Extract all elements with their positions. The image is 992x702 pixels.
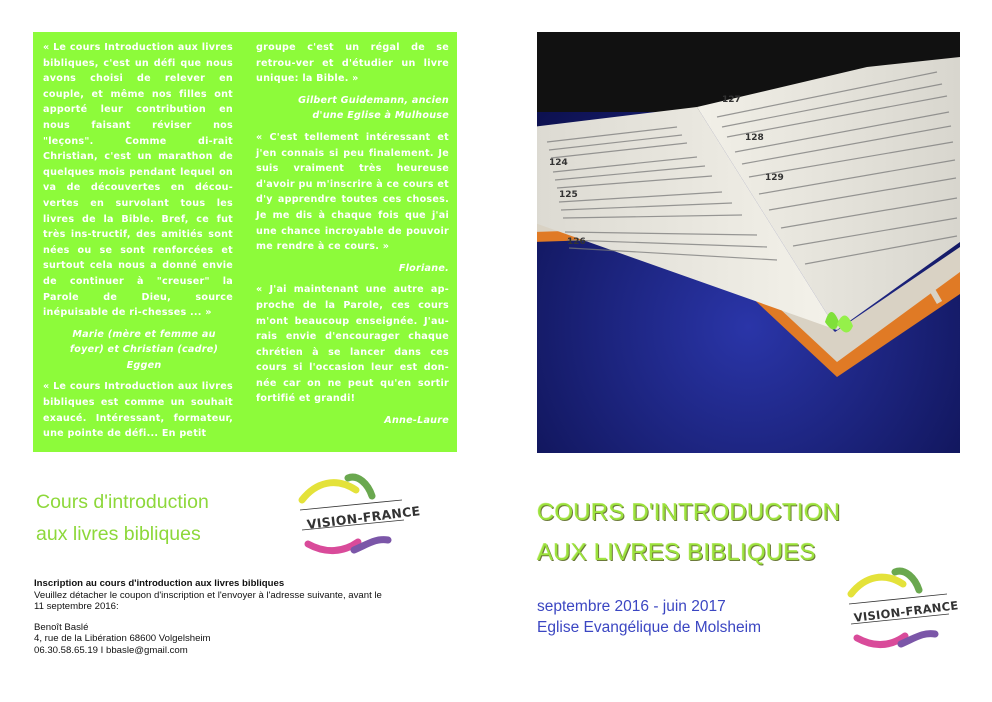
testimonial-signature: Anne-Laure [384, 415, 449, 427]
front-title-line: COURS D'INTRODUCTION [537, 499, 841, 526]
vision-france-logo [296, 472, 422, 564]
logo-text: VISION-FRANCE [853, 598, 960, 625]
inscription-text: 11 septembre 2016: [34, 601, 119, 612]
testimonial-text: « Le cours Introduction aux livres bibliques est comme un souhait exaucé. Intéressant, formateur, une pointe de défi... En petit [43, 381, 233, 440]
page-number: 128 [745, 133, 764, 143]
page-number: 127 [722, 95, 741, 105]
course-dates: septembre 2016 - juin 2017 [537, 598, 726, 615]
testimonials-column-2 [256, 40, 449, 435]
vision-france-logo-front [845, 566, 960, 658]
open-bible-photo [537, 32, 960, 453]
page-number: 124 [549, 158, 568, 168]
testimonial-text: groupe c'est un régal de se retrou-ver et d'étudier un livre unique: la Bible. » [256, 42, 449, 85]
testimonial-text: « Le cours Introduction aux livres bibliques, c'est un défi que nous avons choisi de relever en couple, et même nos filles ont apporté leur contribution en nous faisant réviser nos "leçons". Comme di-rait Christian, c'est un marathon de quelques mois pendant lequel on va de découvertes en décou-vertes en survolant tous les livres de la Bible. Bref, ce fut très ins-tructif, des amitiés sont nées ou se sont renforcées et surtout cela nous a donné envie de continuer à "creuser" la Parole de Dieu, source inépuisable de ri-chesses ... » [43, 42, 233, 319]
back-title [36, 486, 209, 550]
front-title-line: AUX LIVRES BIBLIQUES [537, 539, 816, 566]
back-title-line: Cours d'introduction [36, 491, 209, 513]
testimonials-panel [33, 32, 457, 452]
page-number: 125 [559, 190, 578, 200]
testimonial-signature: Marie (mère et femme au foyer) et Christian (cadre) Eggen [69, 328, 219, 371]
testimonial-signature: Gilbert Guidemann, ancien d'une Eglise à Mulhouse [298, 94, 449, 122]
church-name: Eglise Evangélique de Molsheim [537, 619, 762, 636]
testimonial-text: « J'ai maintenant une autre ap-proche de la Parole, ces cours m'ont beaucoup enseignée. J'au-rais envie d'encourager chaque chrétien à se lancer dans ces cours si l'occasion leur est don-née car on ne peut qu'en sortir fortifié et grandi! [256, 284, 449, 405]
page-number: 126 [567, 237, 586, 247]
testimonials-column-1 [43, 40, 233, 448]
testimonial-text: « C'est tellement intéressant et j'en connais si peu finalement. Je suis vraiment très heureuse d'avoir pu m'inscrire à ce cours et d'y apprendre toutes ces choses. Je me dis à chaque fois que j'ai une chance incroyable de pouvoir me rendre à ce cours. » [256, 131, 449, 253]
logo-text: VISION-FRANCE [306, 503, 422, 532]
contact-name: Benoît Baslé [34, 621, 89, 633]
inscription-title: Inscription au cours d'introduction aux livres bibliques [34, 578, 285, 589]
page-number: 129 [765, 173, 784, 183]
open-bible-illustration [537, 32, 960, 453]
contact-address: 4, rue de la Libération 68600 Volgelsheim [34, 633, 211, 644]
inscription-info [34, 578, 434, 656]
back-title-line: aux livres bibliques [36, 523, 201, 545]
front-title [537, 493, 840, 573]
testimonial-signature: Floriane. [398, 262, 449, 274]
contact-phone-email: 06.30.58.65.19 I bbasle@gmail.com [34, 644, 188, 656]
inscription-text: Veuillez détacher le coupon d'inscription et l'envoyer à l'adresse suivante, avant le [34, 589, 382, 601]
front-subtitle [537, 596, 761, 638]
